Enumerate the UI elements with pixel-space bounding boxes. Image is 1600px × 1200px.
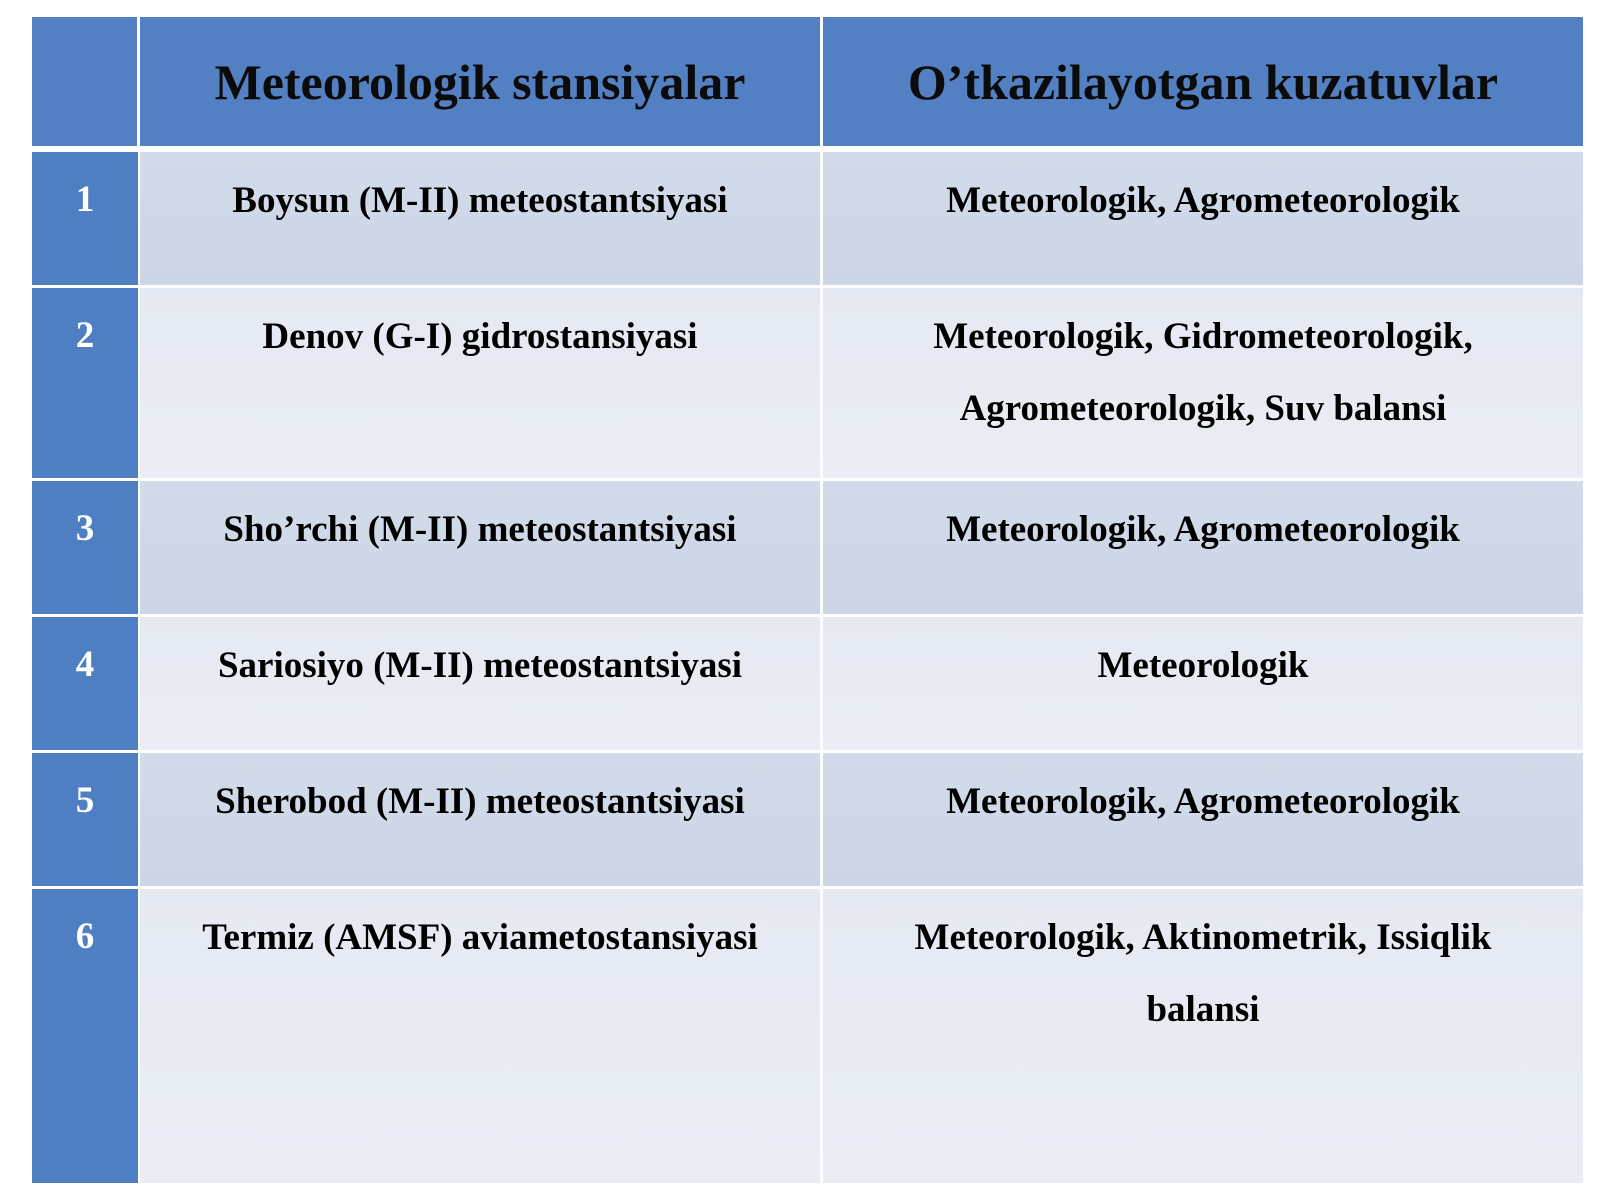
observations-cell: Meteorologik, Agrometeorologik [823, 753, 1583, 889]
header-observations: O’tkazilayotgan kuzatuvlar [823, 17, 1583, 152]
observations-cell: Meteorologik, Agrometeorologik [823, 152, 1583, 288]
row-number: 5 [32, 753, 140, 889]
row-number: 3 [32, 481, 140, 617]
stations-table [32, 17, 1583, 1183]
row-number: 1 [32, 152, 140, 288]
row-number: 6 [32, 889, 140, 1183]
observations-cell: Meteorologik, Agrometeorologik [823, 481, 1583, 617]
station-cell: Boysun (M-II) meteostantsiyasi [140, 152, 823, 288]
station-cell: Denov (G-I) gidrostansiyasi [140, 288, 823, 481]
observations-cell: Meteorologik, Aktinometrik, Issiqlik balansi [823, 889, 1583, 1183]
row-number: 2 [32, 288, 140, 481]
station-cell: Sho’rchi (M-II) meteostantsiyasi [140, 481, 823, 617]
station-cell: Sherobod (M-II) meteostantsiyasi [140, 753, 823, 889]
observations-cell: Meteorologik [823, 617, 1583, 753]
header-stations: Meteorologik stansiyalar [140, 17, 823, 152]
station-cell: Sariosiyo (M-II) meteostantsiyasi [140, 617, 823, 753]
observations-cell: Meteorologik, Gidrometeorologik, Agrometeorologik, Suv balansi [823, 288, 1583, 481]
header-number-cell [32, 17, 140, 152]
row-number: 4 [32, 617, 140, 753]
station-cell: Termiz (AMSF) aviametostansiyasi [140, 889, 823, 1183]
